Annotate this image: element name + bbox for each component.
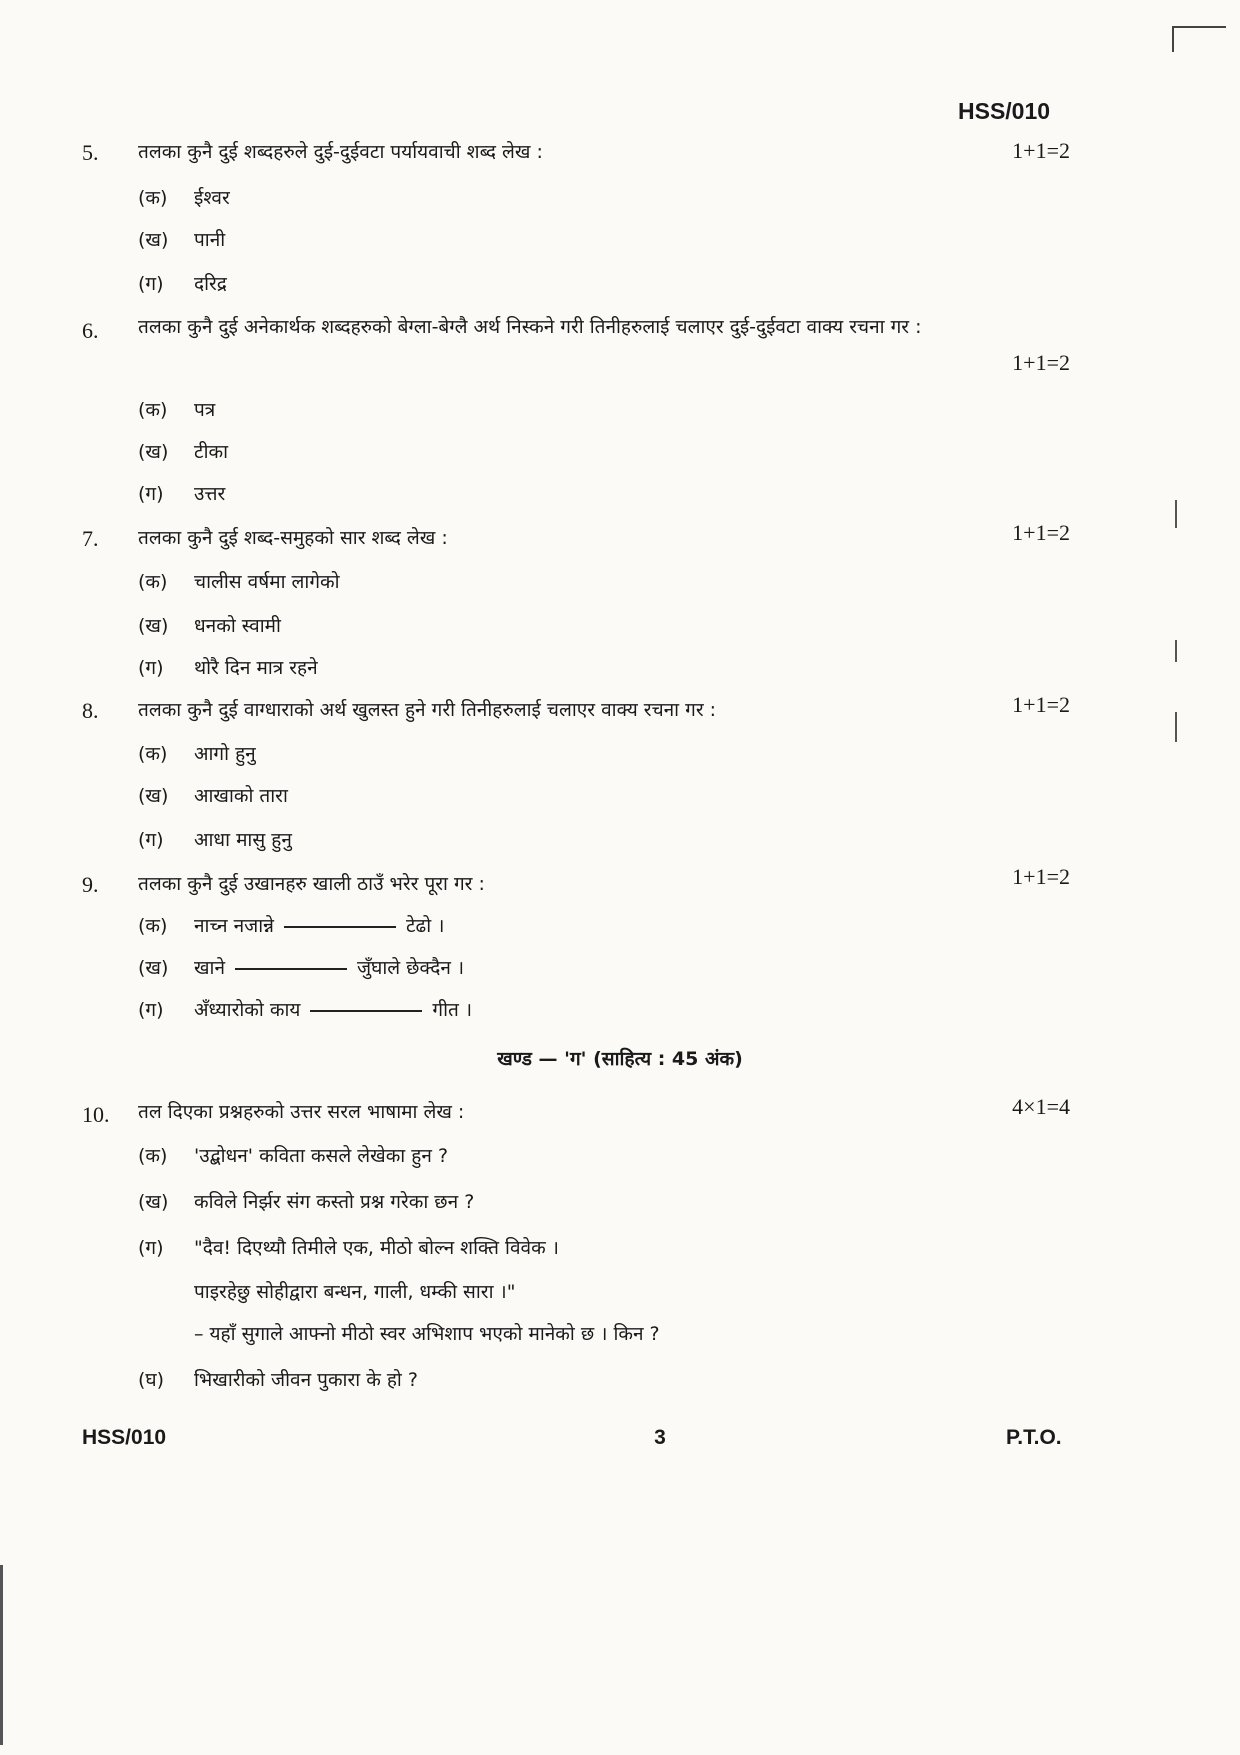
- option-item: (ग) "दैव! दिएथ्यौ तिमीले एक, मीठो बोल्न शक्ति विवेक ।: [138, 1237, 559, 1259]
- scan-edge-mark: [0, 1565, 3, 1745]
- question-marks: 1+1=2: [1012, 520, 1070, 545]
- question-marks: 1+1=2: [1012, 864, 1070, 889]
- option-item: (क) आगो हुनु: [138, 743, 256, 765]
- option-item: (ख) खाने जुँघाले छेक्दैन ।: [138, 957, 465, 979]
- option-item: (ग) दरिद्र: [138, 273, 227, 295]
- question-marks: 1+1=2: [1012, 350, 1070, 375]
- option-item: (ख) आखाको तारा: [138, 785, 288, 807]
- question-number: 6.: [82, 318, 99, 343]
- question-text: तलका कुनै दुई अनेकार्थक शब्दहरुको बेग्ला-बेग्लै अर्थ निस्कने गरी तिनीहरुलाई चलाएर दुई-दुईवटा वाक्य रचना गर :: [138, 316, 922, 338]
- question-marks: 4×1=4: [1012, 1094, 1070, 1119]
- fill-blank: [310, 1009, 422, 1012]
- question-marks: 1+1=2: [1012, 692, 1070, 717]
- footer-page-number: 3: [654, 1426, 666, 1449]
- option-item: (घ) भिखारीको जीवन पुकारा के हो ?: [138, 1369, 418, 1391]
- question-text: तलका कुनै दुई उखानहरु खाली ठाउँ भरेर पूरा गर :: [138, 873, 485, 895]
- question-number: 10.: [82, 1102, 110, 1127]
- option-item: (क) चालीस वर्षमा लागेको: [138, 571, 340, 593]
- question-text: तलका कुनै दुई वाग्धाराको अर्थ खुलस्त हुने गरी तिनीहरुलाई चलाएर वाक्य रचना गर :: [138, 699, 717, 721]
- option-item: (ग) अँध्यारोको काय गीत ।: [138, 999, 473, 1021]
- footer-paper-code: HSS/010: [82, 1426, 167, 1449]
- option-item: (क) ईश्वर: [138, 187, 230, 209]
- question-text: तलका कुनै दुई शब्द-समुहको सार शब्द लेख :: [138, 527, 448, 549]
- quote-line: पाइरहेछु सोहीद्वारा बन्धन, गाली, धम्की सारा ।": [194, 1281, 516, 1303]
- option-item: (ख) टीका: [138, 441, 229, 463]
- scan-edge-mark: [1175, 500, 1177, 528]
- option-item: (क) नाच्न नजान्ने टेढो ।: [138, 915, 445, 937]
- quote-line: – यहाँ सुगाले आफ्नो मीठो स्वर अभिशाप भएको मानेको छ । किन ?: [194, 1323, 660, 1345]
- question-marks: 1+1=2: [1012, 138, 1070, 163]
- option-item: (ग) आधा मासु हुनु: [138, 829, 292, 851]
- question-text: तल दिएका प्रश्नहरुको उत्तर सरल भाषामा लेख :: [138, 1101, 465, 1123]
- scan-edge-mark: [1175, 712, 1177, 742]
- question-number: 8.: [82, 698, 99, 723]
- footer-pto: P.T.O.: [1006, 1426, 1062, 1449]
- question-number: 5.: [82, 140, 99, 165]
- option-item: (क) पत्र: [138, 399, 216, 421]
- option-item: (क) 'उद्बोधन' कविता कसले लेखेका हुन ?: [138, 1145, 449, 1167]
- question-number: 9.: [82, 872, 99, 897]
- corner-crop-mark: [1172, 26, 1226, 52]
- paper-code-header: HSS/010: [958, 98, 1051, 124]
- option-item: (ख) पानी: [138, 229, 226, 251]
- fill-blank: [284, 925, 396, 928]
- question-number: 7.: [82, 526, 99, 551]
- option-item: (ग) थोरै दिन मात्र रहने: [138, 657, 318, 679]
- section-heading: खण्ड — 'ग' (साहित्य : 45 अंक): [497, 1048, 743, 1070]
- option-item: (ग) उत्तर: [138, 483, 226, 505]
- scan-edge-mark: [1175, 640, 1177, 662]
- option-item: (ख) कविले निर्झर संग कस्तो प्रश्न गरेका छन ?: [138, 1191, 475, 1213]
- fill-blank: [235, 967, 347, 970]
- question-text: तलका कुनै दुई शब्दहरुले दुई-दुईवटा पर्यायवाची शब्द लेख :: [138, 141, 543, 163]
- option-item: (ख) धनको स्वामी: [138, 615, 281, 637]
